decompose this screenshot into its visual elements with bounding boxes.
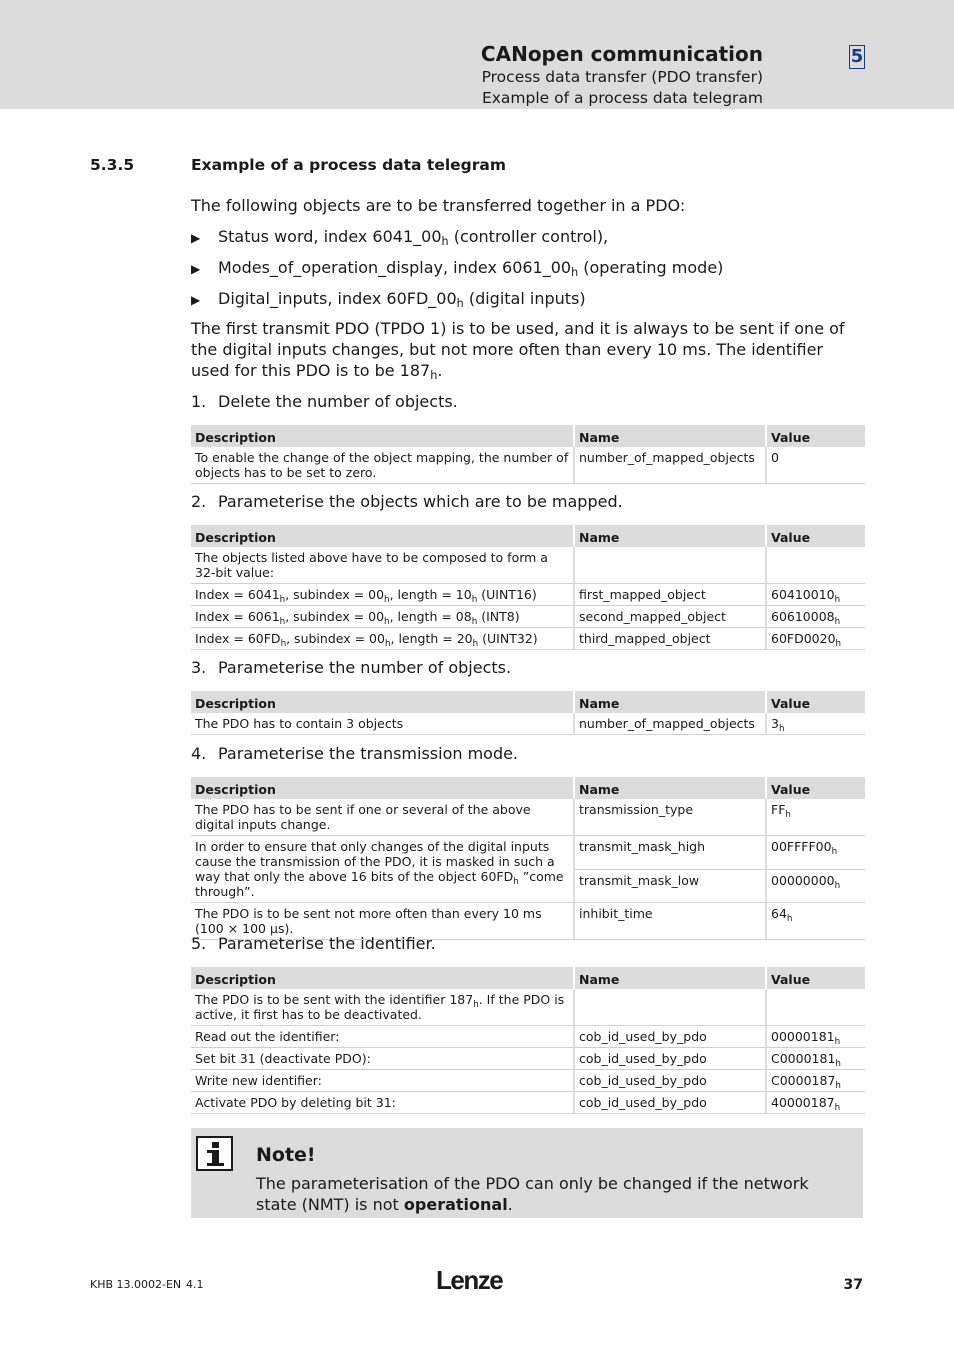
table-row — [191, 606, 865, 628]
table-row — [191, 628, 865, 650]
cell-value: 0 — [767, 447, 865, 484]
cell-name — [575, 989, 767, 1026]
mapping-table-3 — [191, 691, 865, 735]
table-row — [191, 836, 865, 870]
bullet-item — [191, 257, 723, 280]
column-header-description: Description — [191, 425, 575, 447]
step-number: 2. — [191, 492, 207, 511]
cell-name: cob_id_used_by_pdo — [575, 1026, 767, 1048]
note-box — [191, 1128, 863, 1218]
bullet-text: (digital inputs) — [463, 289, 586, 308]
step-item — [191, 657, 511, 678]
table-row — [191, 1070, 865, 1092]
page-header — [0, 0, 954, 109]
section-title: Example of a process data telegram — [191, 156, 507, 174]
footer-version: 4.1 — [186, 1278, 204, 1291]
cell-description: Set bit 31 (deactivate PDO): — [191, 1048, 575, 1070]
cell-name: cob_id_used_by_pdo — [575, 1048, 767, 1070]
subscript: h — [441, 235, 449, 248]
cell-value — [767, 989, 865, 1026]
cell-value: $FF_h$ — [767, 799, 865, 836]
step-text: Parameterise the number of objects. — [218, 658, 512, 677]
page-number: 37 — [843, 1277, 863, 1293]
step-text: Parameterise the identifier. — [218, 934, 436, 953]
cell-name: transmission_type — [575, 799, 767, 836]
step-item — [191, 391, 458, 412]
subscript: h — [430, 369, 438, 382]
intro-paragraph: The following objects are to be transferred together in a PDO: — [191, 196, 686, 215]
cell-description: Index = $60FD_h$, subindex = $00_h$, length = $20_h$ (UINT32) — [191, 628, 575, 650]
cell-description: The PDO is to be sent not more often than every 10 ms (100 × 100 µs). — [191, 903, 575, 940]
column-header-value: Value — [767, 425, 865, 447]
cell-description: Write new identifier: — [191, 1070, 575, 1092]
cell-value: $00000181_h$ — [767, 1026, 865, 1048]
column-header-value: Value — [767, 525, 865, 547]
bullet-arrow-icon: ▶ — [191, 293, 201, 307]
cell-name: number_of_mapped_objects — [575, 447, 767, 484]
cell-description: The PDO has to contain 3 objects — [191, 713, 575, 735]
bullet-text: Digital_inputs, index 60FD_00 — [218, 289, 457, 308]
cell-description: The objects listed above have to be composed to form a 32-bit value: — [191, 547, 575, 584]
cell-value: $00000000_h$ — [767, 870, 865, 904]
column-header-name: Name — [575, 691, 767, 713]
cell-name: cob_id_used_by_pdo — [575, 1070, 767, 1092]
cell-description: Index = $6041_h$, subindex = $00_h$, length = $10_h$ (UINT16) — [191, 584, 575, 606]
cell-value: $C0000187_h$ — [767, 1070, 865, 1092]
paragraph-text: . — [437, 361, 443, 380]
step-text: Parameterise the objects which are to be mapped. — [218, 492, 623, 511]
paragraph-text: The first transmit PDO (TPDO 1) is to be used, and it is always to be sent if one of the digital inputs changes, but not more often than every 10 ms. The identifier used for this PDO is to be 187 — [191, 319, 845, 380]
cell-value: $64_h$ — [767, 903, 865, 940]
subscript: h — [571, 266, 579, 279]
step-number: 5. — [191, 934, 207, 953]
column-header-description: Description — [191, 777, 575, 799]
cell-value: $40000187_h$ — [767, 1092, 865, 1114]
cell-description: The PDO is to be sent with the identifier $187_h$. If the PDO is active, it first has to be deactivated. — [191, 989, 575, 1026]
cell-description: In order to ensure that only changes of the digital inputs cause the transmission of the PDO, it is masked in such a way that only the above 16 bits of the object $60FD_h$ ”come through”. — [191, 836, 575, 903]
cell-name: number_of_mapped_objects — [575, 713, 767, 735]
tpdo-paragraph — [191, 318, 865, 381]
cell-name: cob_id_used_by_pdo — [575, 1092, 767, 1114]
cell-value: $C0000181_h$ — [767, 1048, 865, 1070]
cell-name: inhibit_time — [575, 903, 767, 940]
step-number: 4. — [191, 744, 207, 763]
bullet-text: (operating mode) — [578, 258, 724, 277]
table-row — [191, 1048, 865, 1070]
column-header-description: Description — [191, 525, 575, 547]
cell-name: third_mapped_object — [575, 628, 767, 650]
table-row — [191, 799, 865, 836]
column-header-value: Value — [767, 967, 865, 989]
cell-name — [575, 547, 767, 584]
step-text: Parameterise the transmission mode. — [218, 744, 519, 763]
note-heading: Note! — [256, 1144, 316, 1166]
bullet-text: (controller control), — [448, 227, 609, 246]
table-row — [191, 547, 865, 584]
bullet-item — [191, 226, 608, 249]
table-row — [191, 447, 865, 484]
section-number: 5.3.5 — [90, 156, 135, 174]
info-icon — [196, 1136, 233, 1171]
cell-value: $00FFFF00_h$ — [767, 836, 865, 870]
step-text: Delete the number of objects. — [218, 392, 458, 411]
bullet-arrow-icon: ▶ — [191, 231, 201, 245]
column-header-name: Name — [575, 525, 767, 547]
cell-description: Read out the identifier: — [191, 1026, 575, 1048]
column-header-description: Description — [191, 691, 575, 713]
table-row — [191, 1092, 865, 1114]
cell-value: $60FD0020_h$ — [767, 628, 865, 650]
chapter-marker: 5 — [850, 46, 864, 67]
mapping-table-2 — [191, 525, 865, 650]
cell-name: second_mapped_object — [575, 606, 767, 628]
step-item — [191, 933, 436, 954]
header-title: CANopen communication — [480, 42, 763, 66]
column-header-name: Name — [575, 967, 767, 989]
subscript: h — [456, 297, 464, 310]
cell-description: Index = $6061_h$, subindex = $00_h$, length = $08_h$ (INT8) — [191, 606, 575, 628]
table-row — [191, 1026, 865, 1048]
note-text: The parameterisation of the PDO can only be changed if the network state (NMT) is not operational. — [256, 1174, 809, 1214]
header-subtitle: Example of a process data telegram — [481, 89, 763, 107]
footer-document-id: KHB 13.0002-EN — [90, 1278, 182, 1291]
cell-name: transmit_mask_low — [575, 870, 767, 904]
mapping-table-4 — [191, 777, 865, 940]
column-header-description: Description — [191, 967, 575, 989]
table-row — [191, 989, 865, 1026]
cell-description: Activate PDO by deleting bit 31: — [191, 1092, 575, 1114]
cell-value — [767, 547, 865, 584]
cell-value: $60410010_h$ — [767, 584, 865, 606]
column-header-value: Value — [767, 777, 865, 799]
lenze-logo: Lenze — [436, 1265, 503, 1295]
column-header-name: Name — [575, 777, 767, 799]
cell-value: $60610008_h$ — [767, 606, 865, 628]
cell-name: transmit_mask_high — [575, 836, 767, 870]
mapping-table-5 — [191, 967, 865, 1114]
column-header-name: Name — [575, 425, 767, 447]
cell-description: The PDO has to be sent if one or several of the above digital inputs change. — [191, 799, 575, 836]
header-subtitle: Process data transfer (PDO transfer) — [481, 68, 763, 86]
cell-name: first_mapped_object — [575, 584, 767, 606]
step-number: 3. — [191, 658, 207, 677]
mapping-table-1 — [191, 425, 865, 484]
cell-value: $3_h$ — [767, 713, 865, 735]
step-item — [191, 491, 623, 512]
bullet-item — [191, 288, 586, 311]
bullet-text: Status word, index 6041_00 — [218, 227, 442, 246]
bullet-text: Modes_of_operation_display, index 6061_00 — [218, 258, 572, 277]
table-row — [191, 713, 865, 735]
bullet-arrow-icon: ▶ — [191, 262, 201, 276]
column-header-value: Value — [767, 691, 865, 713]
cell-description: To enable the change of the object mapping, the number of objects has to be set to zero. — [191, 447, 575, 484]
step-number: 1. — [191, 392, 207, 411]
table-row — [191, 584, 865, 606]
step-item — [191, 743, 518, 764]
